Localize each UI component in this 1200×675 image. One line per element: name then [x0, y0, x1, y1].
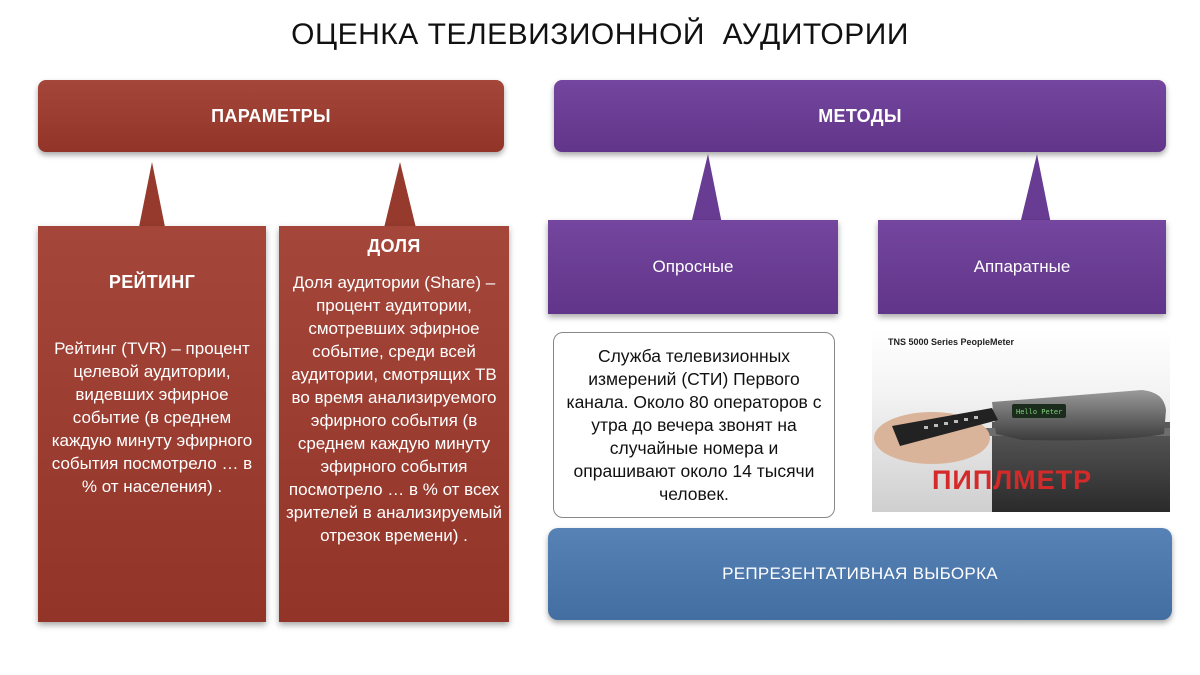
- sample-box: [548, 528, 1172, 620]
- connector-hardware: [1020, 154, 1051, 224]
- survey-note-text: Служба телевизионных измерений (СТИ) Первого канала. Около 80 операторов с утра до вечера звонят на случайные номера и опрашивают около 14 тысячи человек.: [566, 345, 822, 504]
- methods-header: [554, 80, 1166, 152]
- survey-note: [553, 332, 835, 518]
- share-heading: ДОЛЯ: [367, 236, 421, 256]
- peoplemeter-illustration: [872, 330, 1170, 512]
- share-text: Доля аудитории (Share) – процент аудитории, смотревших эфирное событие, среди всей аудитории, смотрящих ТВ во время анализируемого эфирного события (в среднем каждую минуту эфирного события посмотрело … в % от всех зрителей в анализируемый отрезок времени) .: [285, 273, 502, 545]
- connector-rating: [138, 162, 166, 232]
- parameters-header: [38, 80, 504, 152]
- rating-text: Рейтинг (TVR) – процент целевой аудитории, видевших эфирное событие (в среднем каждую минуту эфирного события посмотрело … в % от населения) .: [51, 339, 253, 496]
- photo-caption: TNS 5000 Series PeopleMeter: [888, 337, 1015, 347]
- peoplemeter-photo: [872, 330, 1170, 512]
- sample-label: РЕПРЕЗЕНТАТИВНАЯ ВЫБОРКА: [722, 564, 998, 583]
- survey-method-box: [548, 220, 838, 314]
- connector-share: [383, 162, 417, 232]
- methods-header-label: МЕТОДЫ: [818, 105, 902, 126]
- page-title: ОЦЕНКА ТЕЛЕВИЗИОННОЙ АУДИТОРИИ: [291, 18, 909, 51]
- rating-heading: РЕЙТИНГ: [108, 272, 196, 292]
- connector-survey: [691, 154, 722, 224]
- hardware-method-box: [878, 220, 1166, 314]
- survey-method-label: Опросные: [652, 257, 734, 276]
- hardware-method-label: Аппаратные: [973, 257, 1071, 276]
- parameters-header-label: ПАРАМЕТРЫ: [211, 105, 331, 126]
- meter-display: Hello Peter: [1016, 408, 1063, 416]
- share-callout: [279, 226, 509, 622]
- rating-callout: [38, 226, 266, 622]
- peoplemeter-stamp: ПИПЛМЕТР: [932, 465, 1093, 495]
